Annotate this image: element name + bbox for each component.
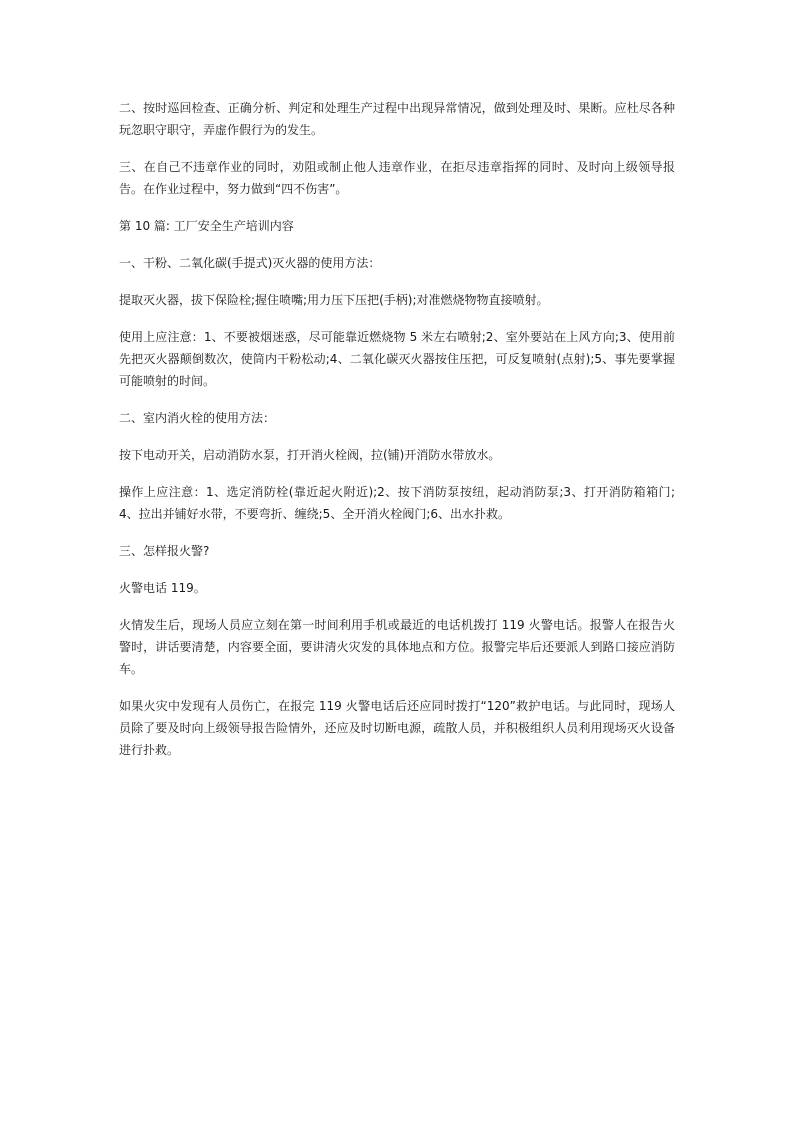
paragraph-report-procedure: 火情发生后，现场人员应立刻在第一时间利用手机或最近的电话机拨打 119 火警电话。报警人在报告火警时，讲话要清楚，内容要全面，要讲清火灾发的具体地点和方位。报警完毕后还要派人到路口接应消防车。 [119, 618, 675, 676]
paragraph-fire-phone: 火警电话 119。 [119, 581, 206, 595]
paragraph-casualties: 如果火灾中发现有人员伤亡，在报完 119 火警电话后还应同时拨打“120”救护电话。与此同时，现场人员除了要及时向上级领导报告险情外，还应及时切断电源，疏散人员，并积极组织人员利用现场灭火设备进行扑救。 [119, 699, 675, 757]
heading-fire-alarm: 三、怎样报火警? [119, 544, 210, 558]
paragraph-extinguisher-steps: 提取灭火器，拔下保险栓;握住喷嘴;用力压下压把(手柄);对准燃烧物物直接喷射。 [119, 293, 549, 307]
document-body [119, 97, 675, 776]
heading-hydrant: 二、室内消火栓的使用方法： [119, 411, 276, 425]
paragraph-hydrant-steps: 按下电动开关，启动消防水泵，打开消火栓阀，拉(铺)开消防水带放水。 [119, 448, 501, 462]
paragraph-duty-2: 二、按时巡回检查、正确分析、判定和处理生产过程中出现异常情况，做到处理及时、果断。应杜尽各种玩忽职守职守，弄虚作假行为的发生。 [119, 101, 675, 137]
paragraph-duty-3: 三、在自己不违章作业的同时，劝阻或制止他人违章作业，在拒尽违章指挥的同时、及时向上级领导报告。在作业过程中，努力做到“四不伤害”。 [119, 160, 675, 196]
paragraph-hydrant-notes: 操作上应注意：1、选定消防栓(靠近起火附近);2、按下消防泵按纽，起动消防泵;3、打开消防箱箱门;4、拉出并铺好水带，不要弯折、缠绕;5、全开消火栓阀门;6、出水扑救。 [119, 485, 675, 521]
section-title: 第 10 篇: 工厂安全生产培训内容 [119, 219, 294, 233]
paragraph-extinguisher-notes: 使用上应注意：1、不要被烟迷惑，尽可能靠近燃烧物 5 米左右喷射;2、室外要站在上风方向;3、使用前先把灭火器颠倒数次，使筒内干粉松动;4、二氧化碳灭火器按住压把，可反复喷射(点射);5、事先要掌握可能喷射的时间。 [119, 330, 675, 388]
heading-extinguisher: 一、干粉、二氧化碳(手提式)灭火器的使用方法： [119, 256, 381, 270]
